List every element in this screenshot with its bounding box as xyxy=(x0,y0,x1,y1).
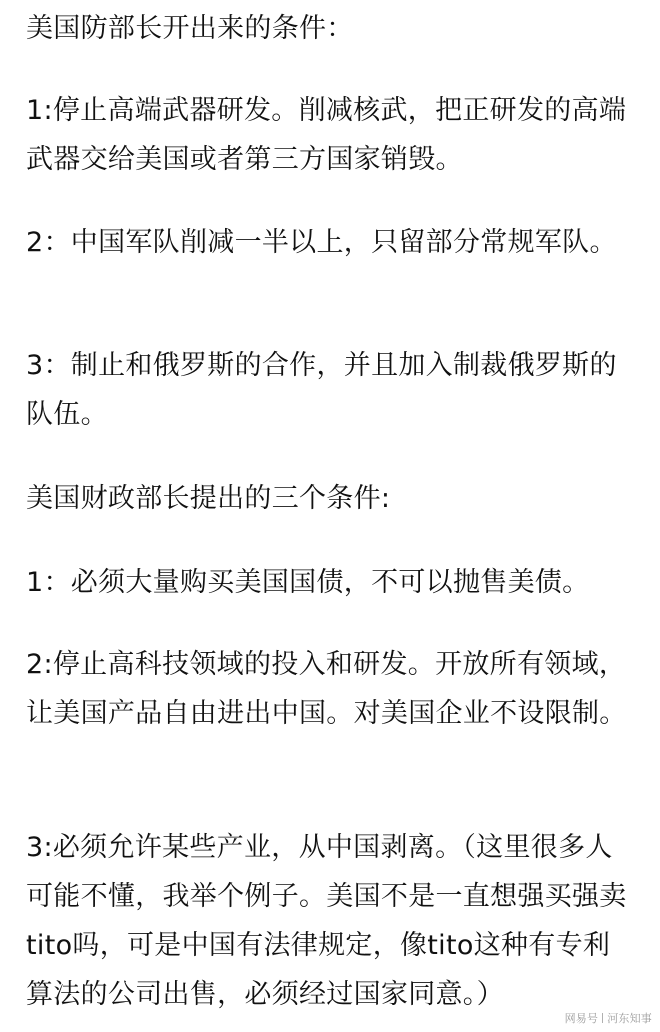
treasury-condition-2: 2:停止高科技领域的投入和研发。开放所有领域，让美国产品自由进出中国。对美国企业不设限制。 xyxy=(26,649,627,729)
watermark xyxy=(565,1010,652,1026)
watermark-author: 河东知事 xyxy=(607,1012,652,1025)
defense-condition-3: 3：制止和俄罗斯的合作，并且加入制裁俄罗斯的队伍。 xyxy=(26,350,617,430)
defense-condition-1: 1:停止高端武器研发。削减核武，把正研发的高端武器交给美国或者第三方国家销毁。 xyxy=(26,95,627,175)
watermark-divider xyxy=(602,1013,603,1023)
heading-treasury-conditions: 美国财政部长提出的三个条件: xyxy=(26,483,391,514)
heading-defense-conditions: 美国防部长开出来的条件： xyxy=(26,13,354,44)
watermark-source: 网易号 xyxy=(564,1012,599,1025)
treasury-condition-1: 1：必须大量购买美国国债，不可以抛售美债。 xyxy=(26,567,590,598)
defense-condition-2: 2：中国军队削减一半以上，只留部分常规军队。 xyxy=(26,227,617,258)
treasury-condition-3: 3:必须允许某些产业，从中国剥离。（这里很多人可能不懂，我举个例子。美国不是一直想强买强卖tito吗，可是中国有法律规定，像tito这种有专利算法的公司出售，必须经过国家同意。） xyxy=(26,832,627,1010)
